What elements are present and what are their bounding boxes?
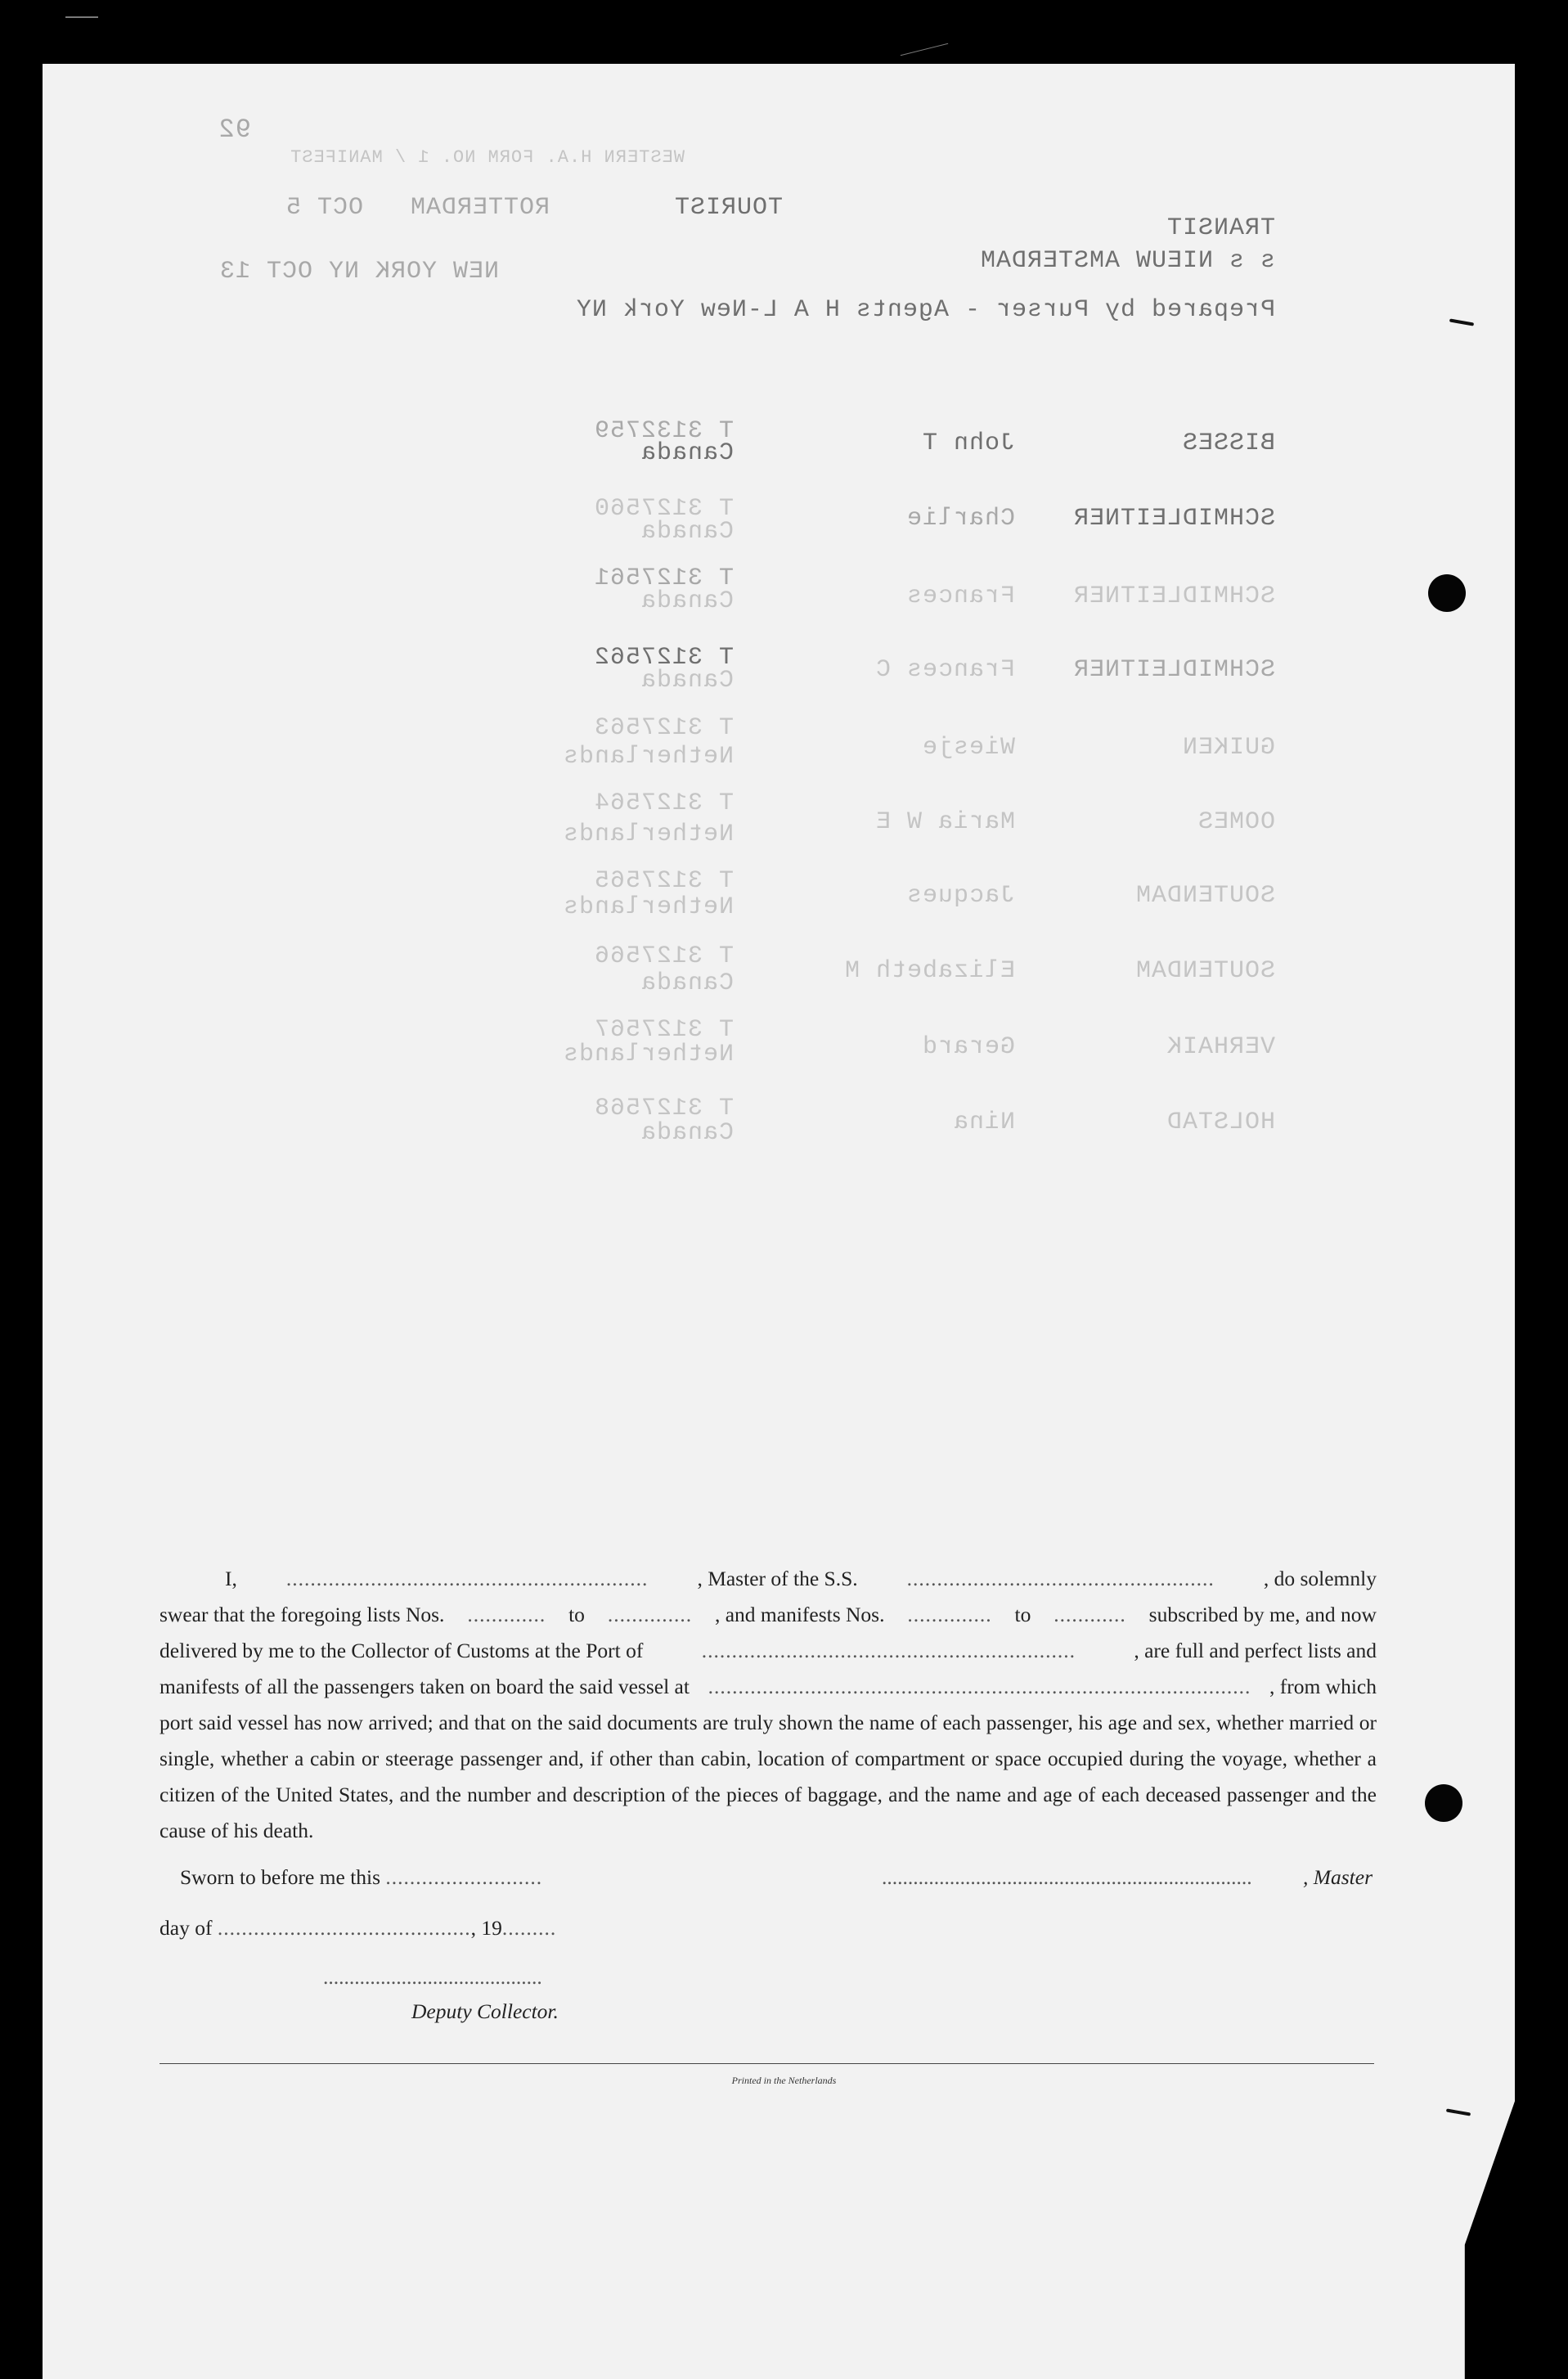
- manifests-label: , and manifests Nos.: [714, 1603, 885, 1626]
- list-from-blank[interactable]: .............: [467, 1603, 546, 1626]
- passenger-given: John T: [921, 429, 1015, 457]
- passenger-country: Netherlands: [562, 821, 734, 848]
- declaration-i: I,: [225, 1567, 237, 1590]
- passenger-given: Gerard: [921, 1033, 1015, 1061]
- perfect-lists-label: , are full and perfect lists and: [1134, 1639, 1377, 1662]
- master-name-blank[interactable]: ............................................................: [285, 1567, 649, 1590]
- declaration-line-2: [159, 1597, 1377, 1633]
- to-label: to: [1014, 1603, 1031, 1626]
- route-arrival: NEW YORK NY OCT 13: [218, 258, 499, 286]
- passenger-country: Canada: [640, 439, 734, 467]
- to-label: to: [568, 1603, 585, 1626]
- passenger-surname: VERHAIK: [1166, 1033, 1275, 1061]
- passenger-country: Netherlands: [562, 893, 734, 921]
- passenger-surname: SCHMIDLEITNER: [1072, 582, 1275, 610]
- master-signature-blank[interactable]: .......................................................................: [882, 1865, 1252, 1889]
- prepared-by: Prepared by Purser - Agents H A L-New York NY: [575, 296, 1275, 324]
- passenger-country: Netherlands: [562, 743, 734, 771]
- month-blank[interactable]: ..........................................: [217, 1916, 471, 1940]
- sworn-line: [180, 1865, 542, 1890]
- ship-name: s s NIEUW AMSTERDAM: [979, 247, 1275, 275]
- passenger-country: Netherlands: [562, 1041, 734, 1068]
- master-of-ss-label: , Master of the S.S.: [697, 1567, 858, 1590]
- passenger-given: Wiesje: [921, 734, 1015, 762]
- passenger-given: Maria W E: [874, 808, 1015, 836]
- passenger-surname: SOUTENDAM: [1134, 957, 1275, 985]
- manifest-from-blank[interactable]: ..............: [907, 1603, 992, 1626]
- manifests-passengers-label: manifests of all the passengers taken on board the said vessel at: [159, 1675, 690, 1698]
- passenger-surname: HOLSTAD: [1166, 1109, 1275, 1136]
- passenger-ticket: T 3127560: [593, 495, 734, 523]
- passenger-given: Frances: [905, 582, 1015, 610]
- passenger-surname: BISSES: [1181, 429, 1275, 457]
- declaration-block: [159, 1561, 1377, 1849]
- passenger-ticket: T 3132759: [593, 417, 734, 445]
- passenger-country: Canada: [640, 969, 734, 997]
- declaration-line-1: [159, 1561, 1377, 1597]
- port-blank[interactable]: ..............................................................: [701, 1639, 1076, 1662]
- passenger-given: Elizabeth M: [843, 957, 1015, 985]
- year-label: , 19: [470, 1916, 502, 1940]
- passenger-ticket: T 3127562: [593, 644, 734, 672]
- page-number: 92: [218, 115, 251, 145]
- declaration-line-3: [159, 1633, 1377, 1669]
- master-label: , Master: [1303, 1865, 1373, 1889]
- year-blank[interactable]: .........: [501, 1916, 557, 1940]
- footer-rule: [159, 2063, 1374, 2064]
- passenger-country: Canada: [640, 518, 734, 546]
- header-line: WESTERN H.A. FORM NO. 1 / MANIFEST: [290, 147, 685, 168]
- punch-hole-bottom: [1425, 1784, 1462, 1822]
- passenger-country: Canada: [640, 667, 734, 695]
- passenger-surname: GUIKEN: [1181, 734, 1275, 762]
- solemnly-label: , do solemnly: [1263, 1567, 1377, 1590]
- passenger-ticket: T 3127568: [593, 1095, 734, 1122]
- passenger-given: Nina: [952, 1109, 1015, 1136]
- passenger-country: Canada: [640, 587, 734, 615]
- passenger-ticket: T 3127566: [593, 942, 734, 970]
- from-which-label: , from which: [1269, 1675, 1377, 1698]
- bleed-through-text: [0, 0, 1568, 1186]
- passenger-ticket: T 3127561: [593, 564, 734, 592]
- sworn-label: Sworn to before me this: [180, 1865, 381, 1889]
- passenger-surname: SOUTENDAM: [1134, 882, 1275, 910]
- swear-label: swear that the foregoing lists Nos.: [159, 1603, 445, 1626]
- transit-label: TRANSIT: [1166, 214, 1275, 242]
- passenger-surname: SCHMIDLEITNER: [1072, 656, 1275, 684]
- class-label: TOURIST: [673, 194, 783, 222]
- printer-imprint: Printed in the Netherlands: [731, 2075, 837, 2086]
- passenger-given: Frances C: [874, 656, 1015, 684]
- passenger-surname: OOMES: [1197, 808, 1275, 836]
- day-of-line: [159, 1916, 556, 1941]
- list-to-blank[interactable]: ..............: [607, 1603, 693, 1626]
- passenger-ticket: T 3127565: [593, 867, 734, 895]
- passenger-given: Jacques: [905, 882, 1015, 910]
- deputy-signature-blank[interactable]: ..........................................: [323, 1965, 542, 1989]
- subscribed-label: subscribed by me, and now: [1148, 1603, 1377, 1626]
- declaration-line-4: [159, 1669, 1377, 1705]
- passenger-given: Charlie: [905, 505, 1015, 533]
- route-departure: ROTTERDAM OCT 5: [285, 194, 550, 222]
- vessel-port-blank[interactable]: ..........................................................................................: [708, 1675, 1251, 1698]
- passenger-ticket: T 3127564: [593, 789, 734, 817]
- ship-name-blank[interactable]: ...................................................: [906, 1567, 1215, 1590]
- passenger-ticket: T 3127567: [593, 1016, 734, 1044]
- passenger-surname: SCHMIDLEITNER: [1072, 505, 1275, 533]
- manifest-to-blank[interactable]: ............: [1054, 1603, 1126, 1626]
- passenger-country: Canada: [640, 1119, 734, 1147]
- passenger-ticket: T 3127563: [593, 714, 734, 742]
- day-of-label: day of: [159, 1916, 213, 1940]
- delivered-label: delivered by me to the Collector of Customs at the Port of: [159, 1639, 644, 1662]
- declaration-body: port said vessel has now arrived; and that on the said documents are truly shown the name of each passenger, his age and sex, whether married or single, whether a cabin or steerage passenger and, if other than cabin, location of compartment or space occupied during the voyage, whether a citizen of the United States, and the number and description of the pieces of baggage, and the name and age of each deceased passenger and the cause of his death.: [159, 1711, 1377, 1842]
- sworn-date-blank[interactable]: ..........................: [385, 1865, 543, 1889]
- deputy-collector-label: Deputy Collector.: [411, 1999, 559, 2023]
